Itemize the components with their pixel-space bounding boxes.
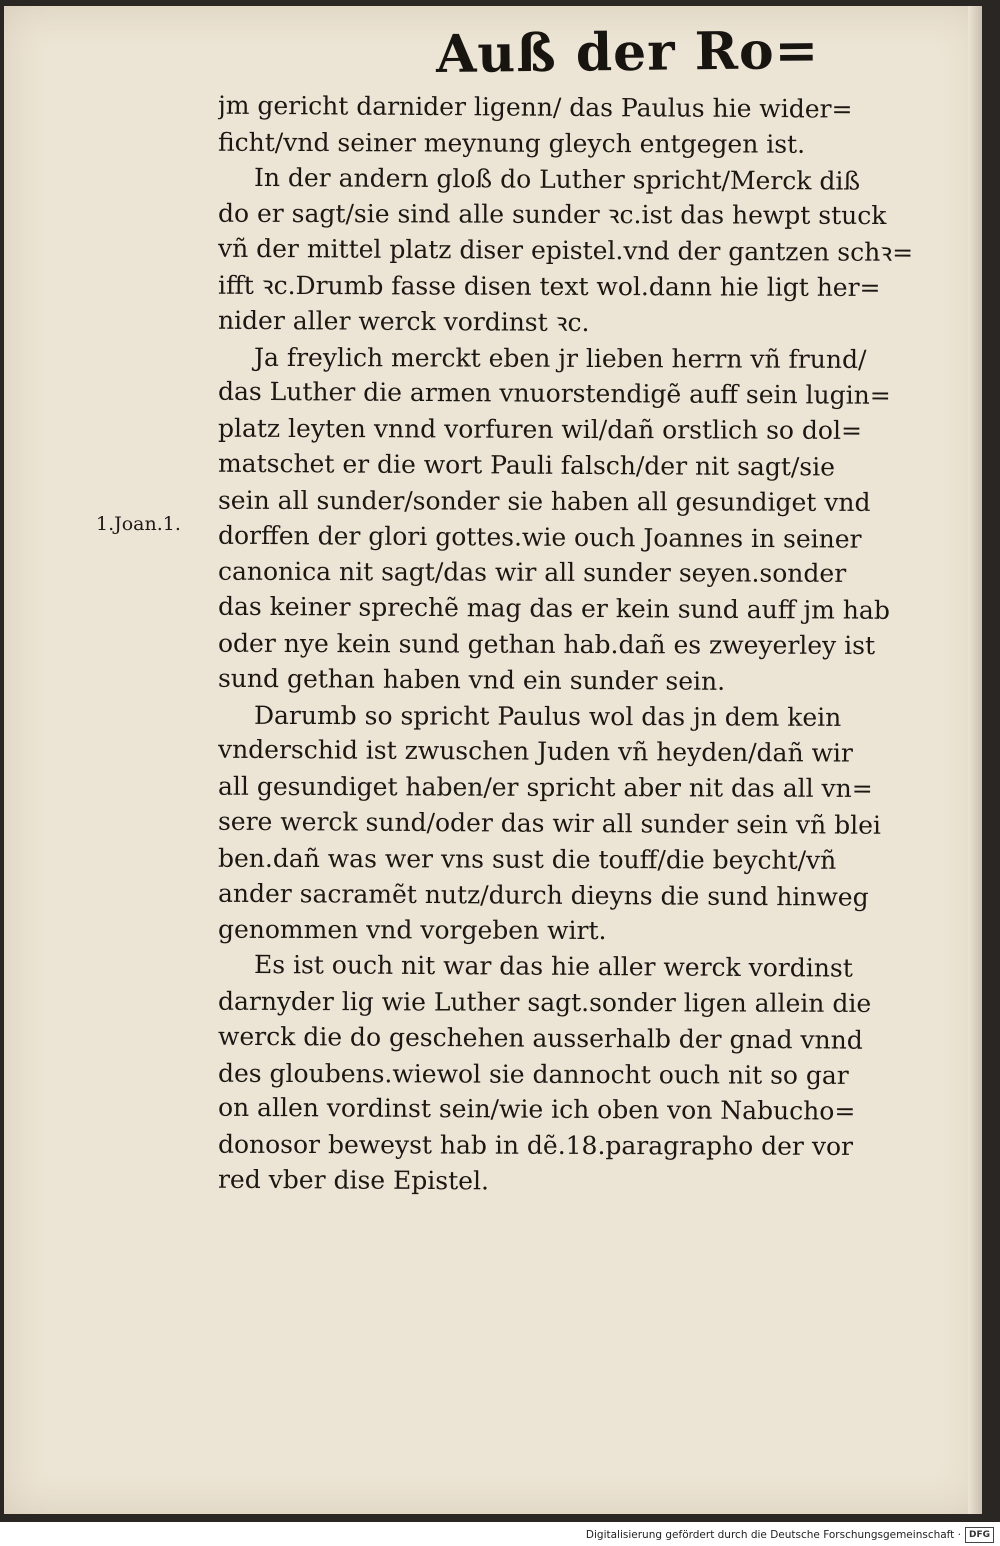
- text-line: matschet er die wort Pauli falsch/der nit sagt/sie: [217, 448, 836, 482]
- footer: [586, 1526, 994, 1544]
- text-line: genommen vnd vorgeben wirt.: [217, 915, 607, 946]
- text-line: sund gethan haben vnd ein sunder sein.: [217, 663, 726, 696]
- text-line: ander sacramẽt nutz/durch dieyns die sund hinweg: [217, 878, 869, 912]
- text-line: ficht/vnd seiner meynung gleych entgegen ist.: [217, 127, 806, 159]
- text-line: jm gericht darnider ligenn/ das Paulus hie wider=: [217, 90, 853, 124]
- text-line: des gloubens.wiewol sie dannocht ouch nit so gar: [217, 1058, 849, 1090]
- text-line: das keiner sprechẽ mag das er kein sund auff jm hab: [217, 591, 890, 625]
- text-line: werck die do geschehen ausserhalb der gnad vnnd: [217, 1021, 863, 1055]
- text-line: Es ist ouch nit war das hie aller werck vordinst: [253, 950, 853, 983]
- text-line: canonica nit sagt/das wir all sunder seyen.sonder: [217, 557, 847, 589]
- page-edge: [968, 6, 982, 1514]
- text-line: Ja freylich merckt eben jr lieben herrn vñ frund/: [253, 342, 867, 374]
- text-line: dorffen der glori gottes.wie ouch Joannes in seiner: [217, 520, 862, 554]
- funding-credit: Digitalisierung gefördert durch die Deutsche Forschungsgemeinschaft ·: [585, 1529, 961, 1541]
- text-line: on allen vordinst sein/wie ich oben von Nabucho=: [217, 1093, 856, 1126]
- text-line: nider aller werck vordinst ꝛc.: [217, 305, 590, 337]
- text-line: sein all sunder/sonder sie haben all gesundiget vnd: [217, 485, 871, 517]
- text-line: vnderschid ist zwuschen Juden vñ heyden/dañ wir: [217, 735, 853, 768]
- text-line: do er sagt/sie sind alle sunder ꝛc.ist das hewpt stuck: [217, 199, 887, 231]
- text-line: all gesundiget haben/er spricht aber nit das all vn=: [217, 771, 873, 804]
- marginal-note: 1.Joan.1.: [96, 513, 181, 535]
- text-line: ifft ꝛc.Drumb fasse disen text wol.dann hie ligt her=: [217, 270, 881, 303]
- book-page: [4, 6, 982, 1514]
- text-line: platz leyten vnnd vorfuren wil/dañ orstlich so dol=: [217, 413, 862, 446]
- text-line: das Luther die armen vnuorstendigẽ auff sein lugin=: [217, 377, 891, 411]
- text-line: Darumb so spricht Paulus wol das jn dem kein: [253, 700, 842, 732]
- dfg-logo-icon: DFG: [965, 1527, 994, 1543]
- text-line: In der andern gloß do Luther spricht/Merck diß: [253, 162, 861, 196]
- text-line: sere werck sund/oder das wir all sunder sein vñ blei: [217, 806, 882, 840]
- running-head: Auß der Ro=: [435, 19, 820, 86]
- text-line: vñ der mittel platz diser epistel.vnd der gantzen schꝛ=: [217, 233, 914, 268]
- text-line: red vber dise Epistel.: [217, 1164, 490, 1196]
- text-line: ben.dañ was wer vns sust die touff/die beycht/vñ: [217, 843, 837, 875]
- text-line: donosor beweyst hab in dẽ.18.paragrapho der vor: [217, 1129, 854, 1162]
- text-line: darnyder lig wie Luther sagt.sonder ligen allein die: [217, 986, 872, 1018]
- body-text: [218, 90, 958, 1200]
- text-line: oder nye kein sund gethan hab.dañ es zweyerley ist: [217, 628, 876, 660]
